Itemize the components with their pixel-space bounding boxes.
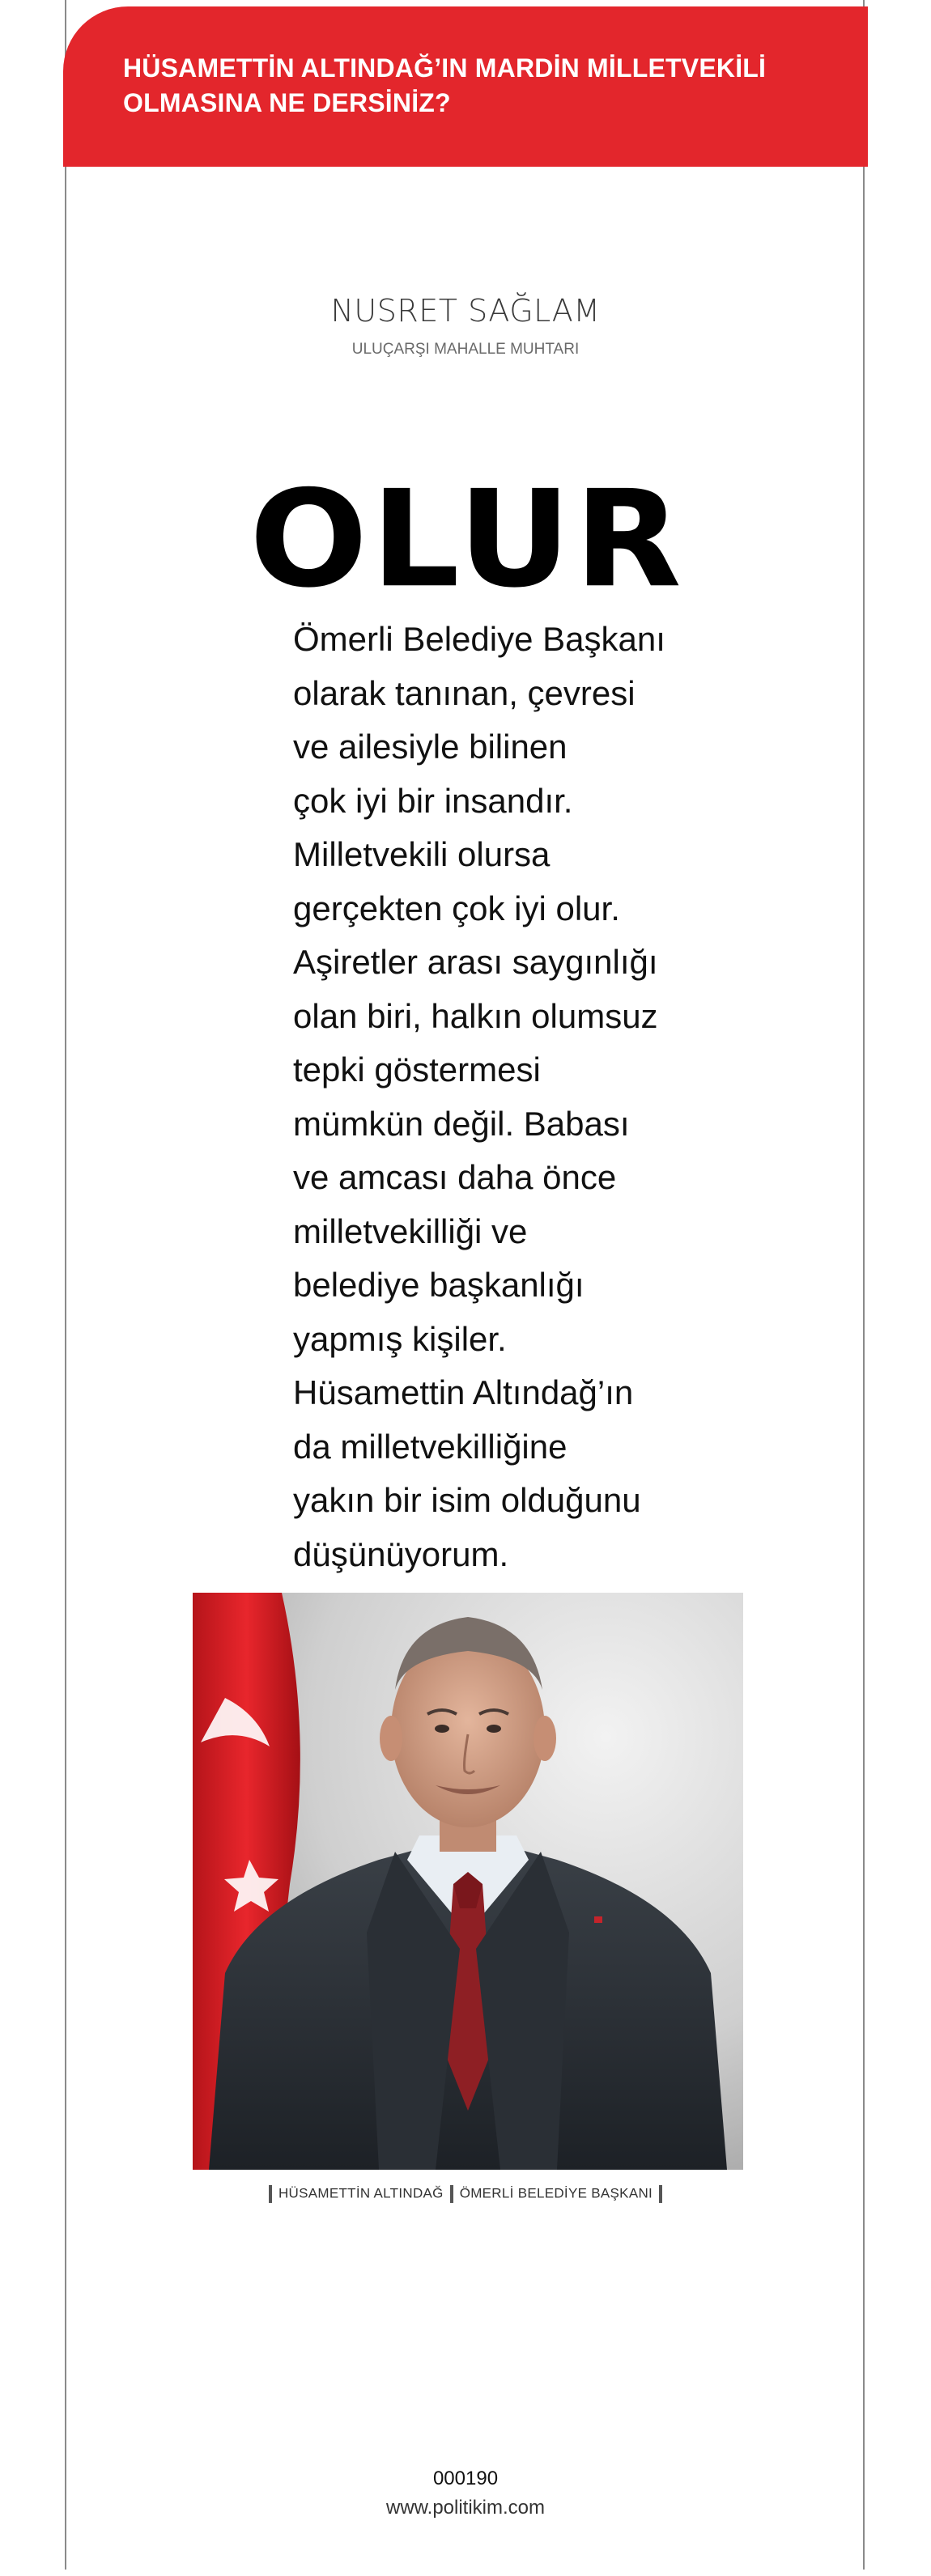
- photo-caption: [0, 2182, 931, 2205]
- question-title-line-2: OLMASINA NE DERSİNİZ?: [123, 88, 451, 117]
- question-header: [63, 6, 868, 167]
- portrait-illustration: [193, 1593, 743, 2170]
- caption-divider: [269, 2185, 272, 2203]
- caption-person-title: ÖMERLİ BELEDİYE BAŞKANI: [459, 2185, 653, 2201]
- website-link[interactable]: www.politikim.com: [385, 2497, 546, 2519]
- respondent-role: ULUÇARŞI MAHALLE MUHTARI: [351, 341, 580, 358]
- caption-divider: [659, 2185, 662, 2203]
- question-title-line-1: HÜSAMETTİN ALTINDAĞ’IN MARDİN MİLLETVEKİLİ: [123, 53, 767, 83]
- page-code: 000190: [432, 2468, 499, 2489]
- caption-divider: [450, 2185, 453, 2203]
- answer-headline: OLUR: [249, 460, 685, 617]
- question-title: [123, 51, 835, 121]
- respondent-name: NUSRET SAĞLAM: [330, 293, 601, 329]
- portrait-photo: [193, 1593, 743, 2170]
- answer-body-text: Ömerli Belediye Başkanı olarak tanınan, çevresi ve ailesiyle bilinen çok iyi bir insandır. Milletvekili olursa gerçekten çok iyi olur. Aşiretler arası saygınlığı olan biri, halkın olumsuz tepki göstermesi mümkün değil. Babası ve amcası daha önce milletvekilliği ve belediye başkanlığı yapmış kişiler. Hüsamettin Altındağ’ın da milletvekilliğine yakın bir isim olduğunu düşünüyorum.: [293, 620, 665, 1573]
- caption-person-name: HÜSAMETTİN ALTINDAĞ: [278, 2185, 444, 2201]
